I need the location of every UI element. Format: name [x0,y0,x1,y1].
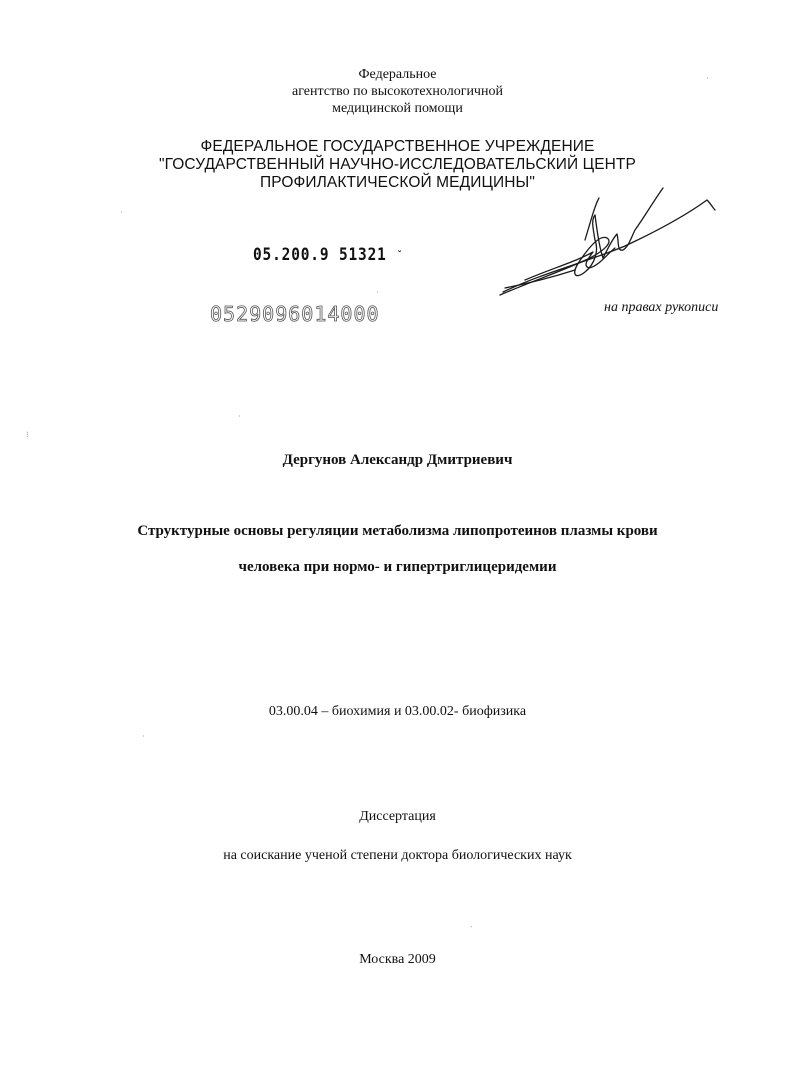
author-name: Дергунов Александр Дмитриевич [282,452,513,468]
institution-line-2: "ГОСУДАРСТВЕННЫЙ НАУЧНО-ИССЛЕДОВАТЕЛЬСКИЙ ЦЕНТР [159,156,636,173]
city-year: Москва 2009 [359,952,436,967]
agency-line-2: агентство по высокотехнологичной [292,84,503,99]
degree-statement: на соискание ученой степени доктора биологических наук [223,848,572,863]
agency-line-3: медицинской помощи [332,101,463,116]
agency-block [0,66,795,117]
institution-line-3: ПРОФИЛАКТИЧЕСКОЙ МЕДИЦИНЫ" [259,174,535,191]
signature-icon [495,180,725,305]
agency-line-1: Федеральное [358,67,437,82]
stamp-mark: ˘ [398,250,402,261]
dissertation-title-page: Федеральное агентство по высокотехнологичной медицинской помощи ФЕДЕРАЛЬНОЕ ГОСУДАРСТВЕННОЕ УЧРЕЖДЕНИЕ "ГОСУДАРСТВЕННЫЙ НАУЧНО-ИССЛЕДОВАТЕЛЬСКИЙ ЦЕНТР ПРОФИЛАКТИЧЕСКОЙ МЕДИЦИНЫ" 05.200.9 51321 ˘ 0529096014000 на правах рукописи · · · ⁝ · ˋ · Дергунов Александр Дмитриевич Структурные основы регуляции метаболизма липопротеинов плазмы крови человека при нормо- и гипертриглицеридемии 03.00.04 – биохимия и 03.00.02- биофизика Диссертация на соискание ученой степени доктора биологических наук Москва 2009 [0,0,795,1092]
barcode-number: 0529096014000 [210,302,380,326]
institution-line-1: ФЕДЕРАЛЬНОЕ ГОСУДАРСТВЕННОЕ УЧРЕЖДЕНИЕ [200,138,595,155]
registration-number: 05.200.9 51321 [253,245,387,265]
specialty-codes: 03.00.04 – биохимия и 03.00.02- биофизика [268,704,527,719]
thesis-title-line-1: Структурные основы регуляции метаболизма липопротеинов плазмы крови [137,523,658,539]
document-type: Диссертация [359,809,436,824]
manuscript-rights-note: на правах рукописи [604,300,719,315]
thesis-title-line-2: человека при нормо- и гипертриглицеридемии [238,559,557,575]
